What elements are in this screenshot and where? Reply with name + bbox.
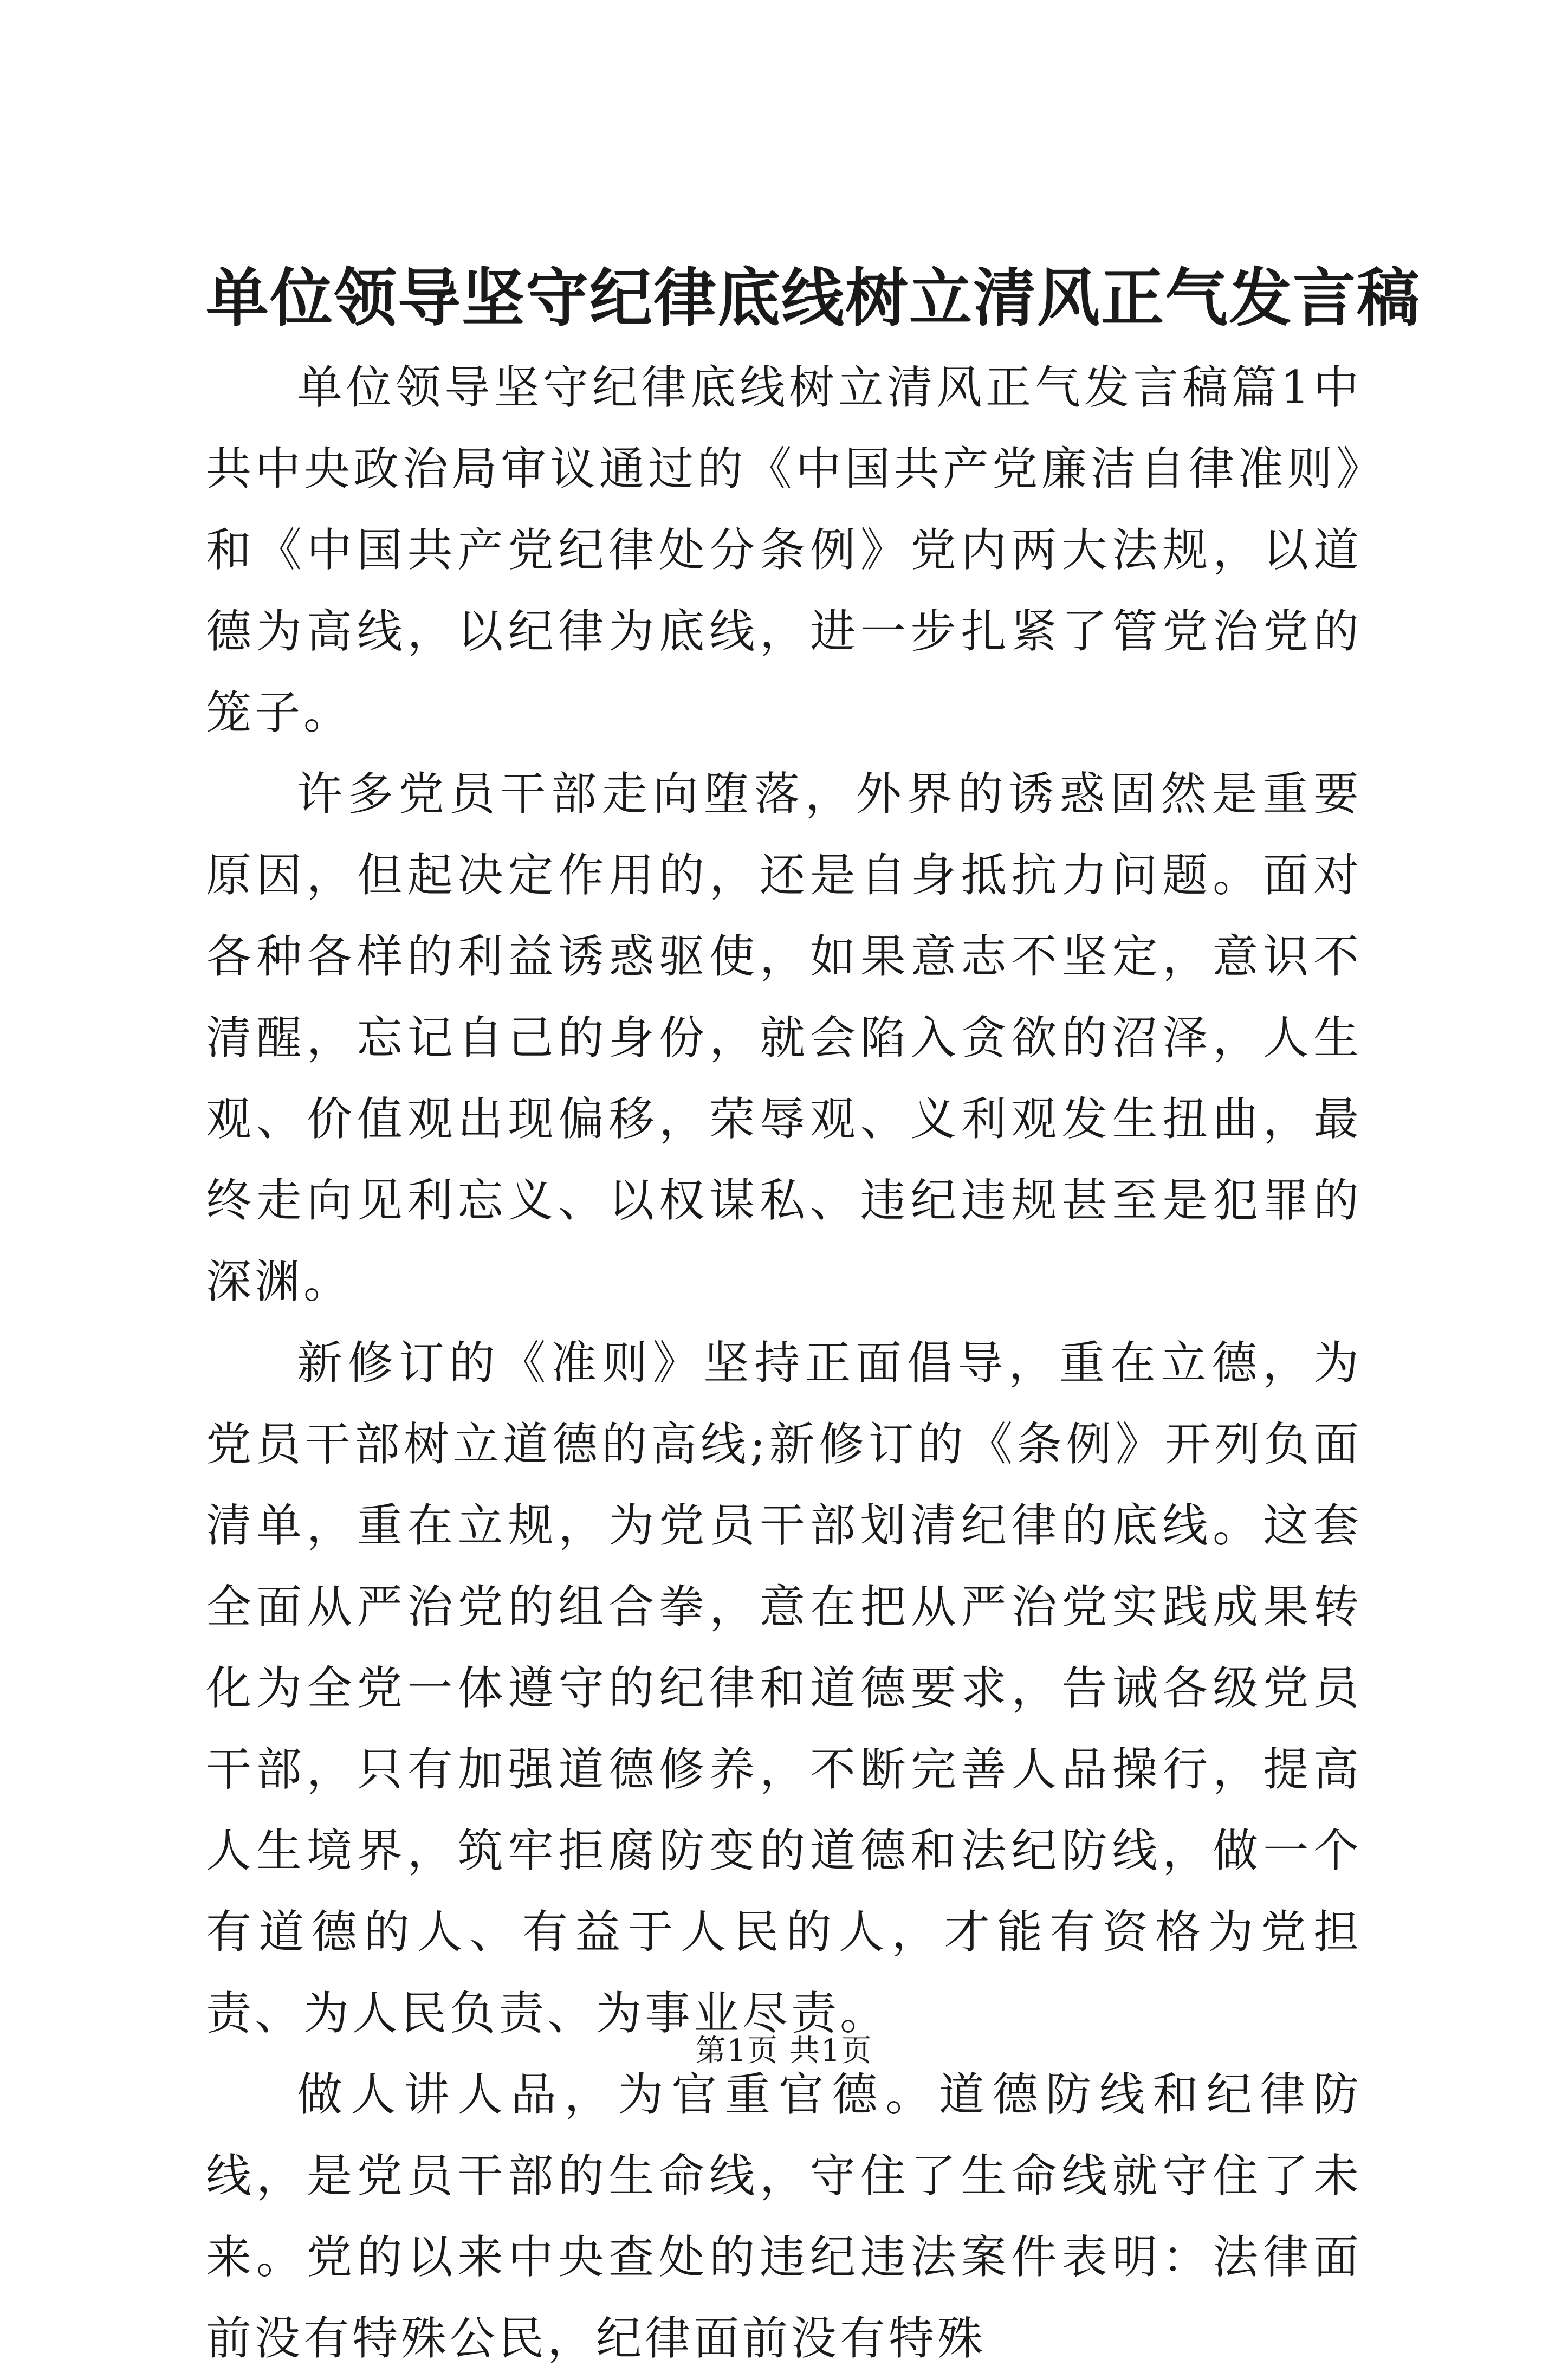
paragraph-3: 新修订的《准则》坚持正面倡导，重在立德，为党员干部树立道德的高线;新修订的《条例》开列负面清单，重在立规，为党员干部划清纪律的底线。这套全面从严治党的组合拳，意在把从严治党实践成果转化为全党一体遵守的纪律和道德要求，告诫各级党员干部，只有加强道德修养，不断完善人品操行，提高人生境界，筑牢拒腐防变的道德和法纪防线，做一个有道德的人、有益于人民的人，才能有资格为党担责、为人民负责、为事业尽责。 — [206, 1336, 1362, 2040]
page-number-footer: 第1页 共1页 — [695, 2033, 873, 2068]
document-body — [206, 347, 1362, 2379]
document-title: 单位领导坚守纪律底线树立清风正气发言稿 — [206, 261, 1421, 335]
paragraph-4: 做人讲人品，为官重官德。道德防线和纪律防线，是党员干部的生命线，守住了生命线就守住了未来。党的以来中央查处的违纪违法案件表明：法律面前没有特殊公民，纪律面前没有特殊 — [206, 2068, 1362, 2365]
paragraph-1: 单位领导坚守纪律底线树立清风正气发言稿篇1中共中央政治局审议通过的《中国共产党廉洁自律准则》和《中国共产党纪律处分条例》党内两大法规，以道德为高线，以纪律为底线，进一步扎紧了管党治党的笼子。 — [206, 361, 1362, 739]
paragraph-2: 许多党员干部走向堕落，外界的诱惑固然是重要原因，但起决定作用的，还是自身抵抗力问题。面对各种各样的利益诱惑驱使，如果意志不坚定，意识不清醒，忘记自己的身份，就会陷入贪欲的沼泽，人生观、价值观出现偏移，荣辱观、义利观发生扭曲，最终走向见利忘义、以权谋私、违纪违规甚至是犯罪的深渊。 — [206, 767, 1362, 1308]
